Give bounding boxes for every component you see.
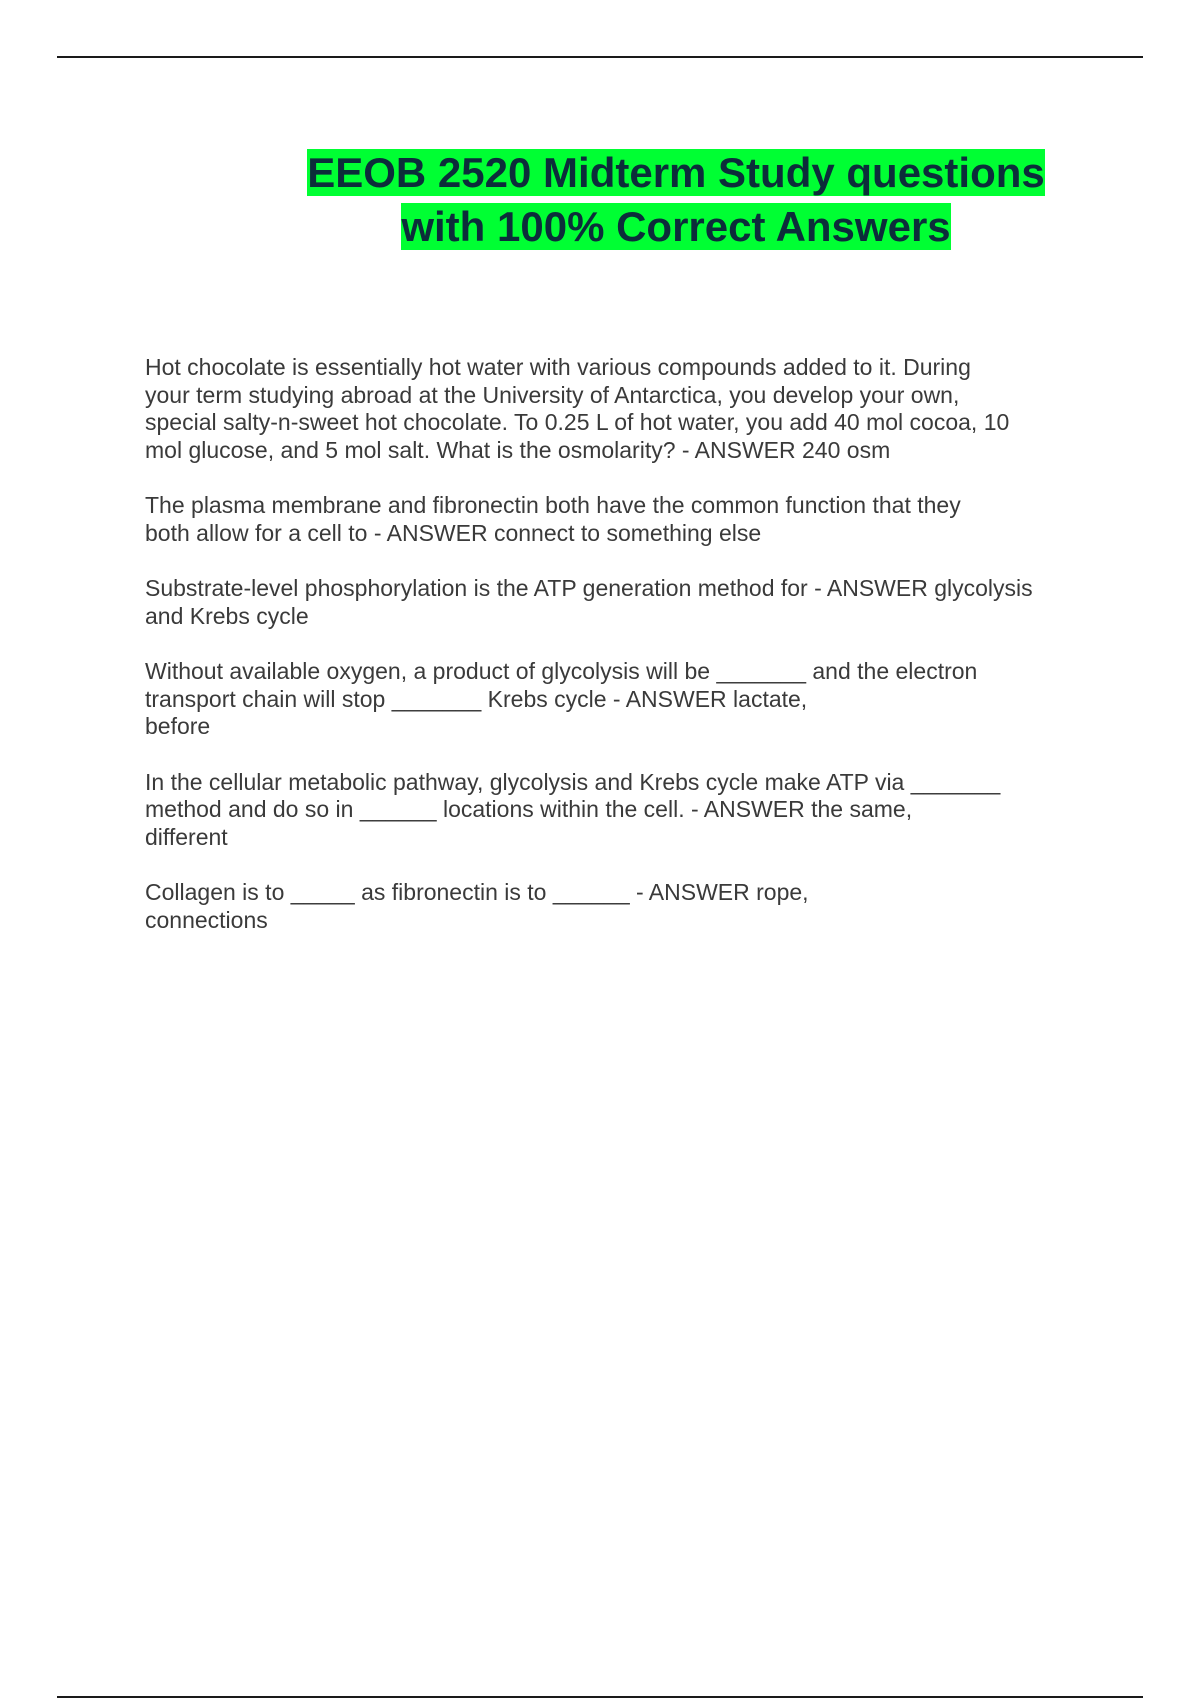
question-list — [145, 354, 1095, 962]
header-rule — [57, 56, 1143, 58]
question-item: Without available oxygen, a product of glycolysis will be _______ and the electron transport chain will stop _______ Krebs cycle - ANSWER lactate, before — [145, 658, 978, 739]
title-block — [300, 146, 1052, 254]
document-title: EEOB 2520 Midterm Study questions with 100% Correct Answers — [307, 149, 1045, 250]
question-item: Collagen is to _____ as fibronectin is to ______ - ANSWER rope, connections — [145, 879, 809, 933]
question-item: The plasma membrane and fibronectin both have the common function that they both allow for a cell to - ANSWER connect to something else — [145, 492, 961, 546]
footer-rule — [57, 1696, 1143, 1698]
question-item: Substrate-level phosphorylation is the ATP generation method for - ANSWER glycolysis and Krebs cycle — [145, 575, 1033, 629]
question-item: In the cellular metabolic pathway, glycolysis and Krebs cycle make ATP via _______ method and do so in ______ locations within the cell. - ANSWER the same, different — [145, 768, 1001, 850]
question-item: Hot chocolate is essentially hot water with various compounds added to it. During your term studying abroad at the University of Antarctica, you develop your own, special salty-n-sweet hot chocolate. To 0.25 L of hot water, you add 40 mol cocoa, 10 mol glucose, and 5 mol salt. What is the osmolarity? - ANSWER 240 osm — [145, 354, 1010, 463]
